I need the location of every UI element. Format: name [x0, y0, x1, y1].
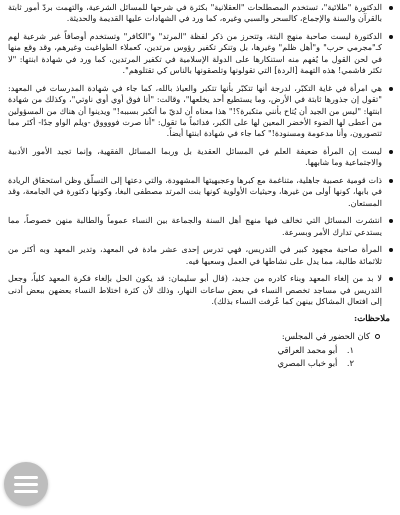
hamburger-menu-button[interactable] [4, 462, 48, 506]
finding-item: الدكتورة "طلائية"، تستخدم المصطلحات "العقلانية" بكثرة في شرحها للمسائل الشرعية، والتهمت بردّ أمور ثابتة بالقرآن والسنة والإجماع، كالسحر والسبي وغيره، كما ورد في الشهادات عليها القديمة والحديثة. [8, 2, 382, 24]
findings-list [8, 2, 396, 308]
attendee-number: ٢. [346, 357, 354, 368]
finding-item: انتشرت المسائل التي تخالف فيها منهج أهل السنة والجماعة بين النساء عموماً والطالبة منهن خصوصاً، مما يستدعي تدارك الأمر وبسرعة. [8, 215, 382, 237]
attendee-name: أبو محمد العراقي [277, 344, 338, 355]
notes-heading: ملاحظات: [354, 313, 390, 324]
attendance-item [8, 330, 370, 370]
attendance-label: كان الحضور في المجلس: [281, 330, 370, 341]
attendee-item [8, 344, 354, 357]
finding-item: ليست إن المرأة ضعيفة العلم في المسائل العقدية بل وربما المسائل الفقهية، وإنما تجيد الأمور الأدبية والاجتماعية وما شابهها. [8, 146, 382, 168]
hamburger-menu-icon [14, 483, 38, 486]
attendees-list [8, 344, 370, 370]
document-page [8, 2, 396, 370]
attendee-name: أبو خباب المصري [277, 357, 338, 368]
finding-item: الدكتورة ليست صاحبة منهج البتة، وتتحرز من ذكر لفظة "المرتد" و"الكافر" وتستخدم أوصافاً غير شرعية لهم كـ"مجرمي حرب" و"أهل ظلم" وغيرها، بل وتنكر تكفير رؤوس مرتدين، كعملاء الطواغيت وغيرهم، وقد وقع منها في لحن القول ما يُفهم منه استنكارها على الدولة الإسلامية في تكفير المرتدين، كما ورد في شهادة ابنتها: "لا تكثر فاشمي! هذه التهمة [الردة] التي تقولونها وتلصقونها بالناس كي تقتلوهم". [8, 31, 382, 76]
finding-item: المرأة صاحبة مجهود كبير في التدريس، فهي تدرس إحدى عشر مادة في المعهد، وتدير المعهد وبه أكثر من ثلاثمائة طالبة، مما يدل على نشاطها في العمل وسعيها فيه. [8, 244, 382, 266]
finding-item: ذات قومية عصبية جاهلية، متناغمة مع كبرها وعجبهيتها المشهودة، والتي دعتها إلى التسلّق وظن استحقاق الريادة في بابها، كونها أولى من غيرها، وحيثيات الأولوية كونها بنت المرتد مصطفى البغا، وكونها دكتورة في الجامعة، وقد المستعان. [8, 175, 382, 208]
hamburger-menu-icon [14, 490, 38, 493]
finding-item: لا بد من إلغاء المعهد وبناء كادره من جديد، (قال أبو سليمان: قد يكون الحل بإلغاء فكرة المعهد كلياً، وجعل التدريس في مساجد تخصص النساء في بعض ساعات النهار، وذلك لأن كثرة اختلاط النساء بعضهن ببعض أدنى إلى افتعال المشاكل بينهن كما عُرفت النساء بذلك). [8, 273, 382, 307]
attendee-item [8, 357, 354, 370]
attendee-number: ١. [346, 344, 354, 355]
finding-item: هي امرأة في غاية التكبّر، لدرجة أنها تتكبّر بأنها تتكبر والعياذ بالله، كما جاء في شهادة المدرسات في المعهد: "تقول إن جذورها ثابتة في الأرض، وما يستطيع أحد يخلعها"، وقالت: "أنا فوق أوي أوي ناوتي"، وكذلك من شهادة ابنتها: "ليس من الجيد أن يُتاح بأنني متكبرة؟!" هذا معناه أن لديّ ما أتكبر بسببه!" ويدينوا أن هناك من المسؤولين من أعطى لها الضوء الأخضر المعين لها على الكبر، فدائماً ما تقول: "أنا صرت فووووق -ويلم الواو جدًا- أكثر مما تتصورون، وأنا مدعومة ومسنودة!" كما جاء في شهادة ابنتها أيضاً. [8, 82, 382, 139]
hamburger-menu-icon [14, 476, 38, 479]
notes-list [8, 330, 396, 370]
